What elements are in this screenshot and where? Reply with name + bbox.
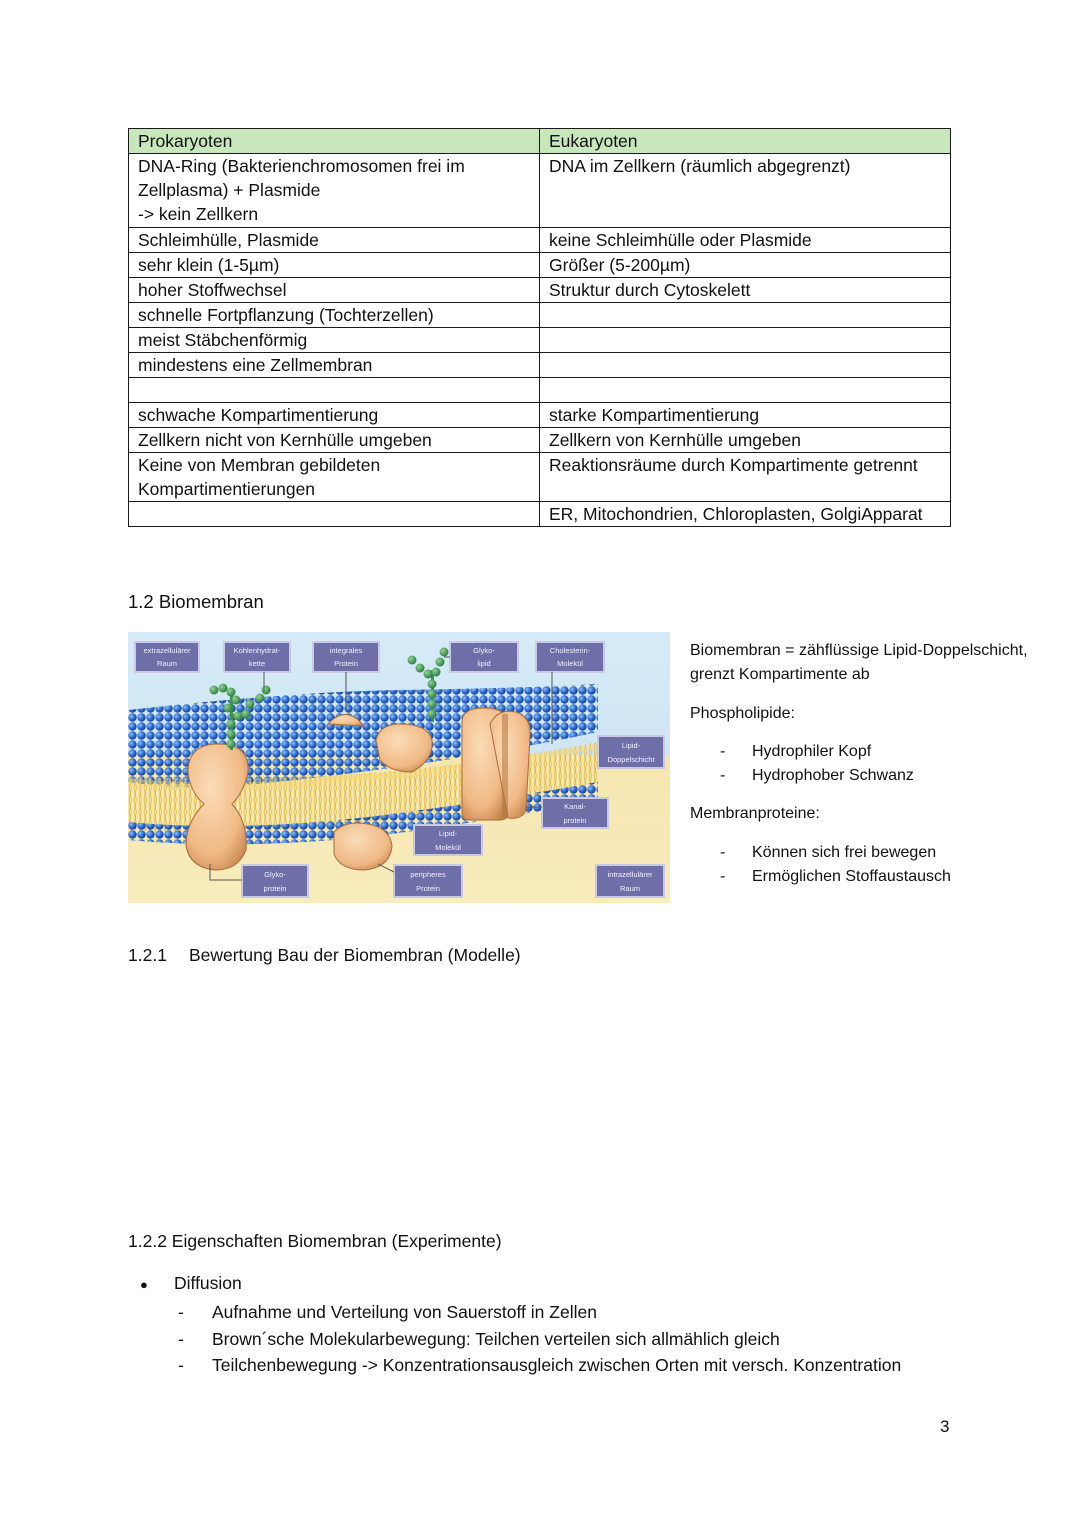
table-cell bbox=[129, 502, 540, 527]
svg-text:Lipid-: Lipid- bbox=[438, 829, 458, 838]
list-item: - Brown´sche Molekularbewegung: Teilchen verteilen sich allmählich gleich bbox=[178, 1328, 780, 1349]
svg-text:Glyko-: Glyko- bbox=[264, 870, 286, 879]
table-cell: Zellkern nicht von Kernhülle umgeben bbox=[129, 428, 540, 453]
table-row bbox=[129, 328, 951, 353]
table-row bbox=[129, 228, 951, 253]
table-row bbox=[129, 154, 951, 228]
list-item: - Können sich frei bewegen bbox=[720, 844, 937, 861]
table-cell: schnelle Fortpflanzung (Tochterzellen) bbox=[129, 303, 540, 328]
svg-text:Molekül: Molekül bbox=[557, 659, 583, 668]
svg-text:peripheres: peripheres bbox=[410, 870, 446, 879]
section-heading-eigenschaften: 1.2.2 Eigenschaften Biomembran (Experimente) bbox=[128, 1231, 502, 1251]
svg-text:Raum: Raum bbox=[156, 659, 178, 668]
table-cell: Reaktionsräume durch Kompartimente getrennt bbox=[540, 453, 951, 502]
table-row bbox=[129, 428, 951, 453]
phospholipide-heading: Phospholipide: bbox=[690, 705, 795, 722]
svg-text:Doppelschicht: Doppelschicht bbox=[607, 755, 655, 764]
svg-text:protein: protein bbox=[563, 816, 587, 825]
svg-text:Lipid-: Lipid- bbox=[621, 741, 641, 750]
biomembrane-diagram bbox=[128, 632, 670, 903]
table-row bbox=[129, 353, 951, 378]
table-row bbox=[129, 453, 951, 502]
table-cell: mindestens eine Zellmembran bbox=[129, 353, 540, 378]
membranproteine-heading: Membranproteine: bbox=[690, 805, 820, 822]
section-heading-bewertung bbox=[128, 945, 521, 966]
table-cell bbox=[540, 328, 951, 353]
label-lipid-molekuel bbox=[414, 825, 482, 855]
svg-text:lipid: lipid bbox=[477, 659, 491, 668]
label-extrazellular bbox=[135, 642, 199, 672]
svg-text:Glyko-: Glyko- bbox=[473, 646, 495, 655]
section-title: Bewertung Bau der Biomembran (Modelle) bbox=[188, 945, 521, 965]
list-item: - Aufnahme und Verteilung von Sauerstoff in Zellen bbox=[178, 1302, 597, 1322]
svg-text:Protein: Protein bbox=[416, 884, 440, 893]
definition-line-1: Biomembran = zähflüssige Lipid-Doppelschicht, bbox=[690, 642, 1028, 659]
svg-text:Molekül: Molekül bbox=[435, 843, 461, 852]
table-cell: hoher Stoffwechsel bbox=[129, 278, 540, 303]
table-row bbox=[129, 378, 951, 403]
section-heading-biomembran: 1.2 Biomembran bbox=[128, 591, 264, 612]
table-cell: DNA im Zellkern (räumlich abgegrenzt) bbox=[540, 154, 951, 228]
diffusion-list bbox=[178, 1299, 901, 1379]
page-number: 3 bbox=[940, 1417, 950, 1436]
definition-line-2: grenzt Kompartimente ab bbox=[690, 666, 870, 683]
svg-text:kette: kette bbox=[248, 659, 266, 668]
table-cell: DNA-Ring (Bakterienchromosomen frei im Zellplasma) + Plasmide -> kein Zellkern bbox=[129, 154, 540, 228]
list-item: - Hydrophober Schwanz bbox=[720, 767, 914, 784]
header-eukaryoten: Eukaryoten bbox=[540, 129, 951, 154]
table-cell: keine Schleimhülle oder Plasmide bbox=[540, 228, 951, 253]
table-cell: sehr klein (1-5µm) bbox=[129, 253, 540, 278]
table-cell: starke Kompartimentierung bbox=[540, 403, 951, 428]
svg-text:integrales: integrales bbox=[329, 646, 363, 655]
list-item: - Hydrophiler Kopf bbox=[720, 743, 872, 760]
section-number: 1.2.1 bbox=[128, 945, 167, 965]
table-cell: Größer (5-200µm) bbox=[540, 253, 951, 278]
table-row bbox=[129, 303, 951, 328]
label-lipid-doppelschicht bbox=[598, 736, 664, 768]
svg-text:Protein: Protein bbox=[334, 659, 358, 668]
table-cell bbox=[129, 378, 540, 403]
phospholipide-list bbox=[720, 740, 914, 788]
table-cell: Zellkern von Kernhülle umgeben bbox=[540, 428, 951, 453]
table-cell bbox=[540, 353, 951, 378]
diffusion-bullet bbox=[140, 1273, 242, 1294]
membranproteine-list bbox=[720, 841, 951, 889]
table-header-row bbox=[129, 129, 951, 154]
table-cell: Struktur durch Cytoskelett bbox=[540, 278, 951, 303]
biomembran-definition bbox=[690, 639, 1028, 687]
svg-text:intrazellulärer: intrazellulärer bbox=[607, 870, 653, 879]
svg-text:Cholesterin-: Cholesterin- bbox=[549, 646, 591, 655]
table-row bbox=[129, 403, 951, 428]
svg-text:extrazellulärer: extrazellulärer bbox=[143, 646, 191, 655]
bullet-title: Diffusion bbox=[174, 1273, 242, 1293]
table-cell: ER, Mitochondrien, Chloroplasten, GolgiApparat bbox=[540, 502, 951, 527]
svg-text:Kanal-: Kanal- bbox=[564, 802, 586, 811]
table-row bbox=[129, 502, 951, 527]
label-intrazellular bbox=[596, 865, 664, 897]
bullet-icon: ● bbox=[140, 1277, 148, 1292]
svg-text:protein: protein bbox=[263, 884, 287, 893]
table-cell: Keine von Membran gebildeten Kompartimentierungen bbox=[129, 453, 540, 502]
comparison-table bbox=[128, 128, 951, 527]
table-cell: meist Stäbchenförmig bbox=[129, 328, 540, 353]
svg-text:Kohlenhydrat-: Kohlenhydrat- bbox=[233, 646, 281, 655]
list-item: - Teilchenbewegung -> Konzentrationsausgleich zwischen Orten mit versch. Konzentration bbox=[178, 1355, 902, 1375]
header-prokaryoten: Prokaryoten bbox=[129, 129, 540, 154]
table-cell: schwache Kompartimentierung bbox=[129, 403, 540, 428]
svg-text:Raum: Raum bbox=[619, 884, 641, 893]
table-row bbox=[129, 278, 951, 303]
table-cell: Schleimhülle, Plasmide bbox=[129, 228, 540, 253]
table-cell bbox=[540, 378, 951, 403]
table-cell bbox=[540, 303, 951, 328]
list-item: - Ermöglichen Stoffaustausch bbox=[720, 868, 951, 885]
table-row bbox=[129, 253, 951, 278]
label-glykolipid bbox=[444, 642, 518, 672]
